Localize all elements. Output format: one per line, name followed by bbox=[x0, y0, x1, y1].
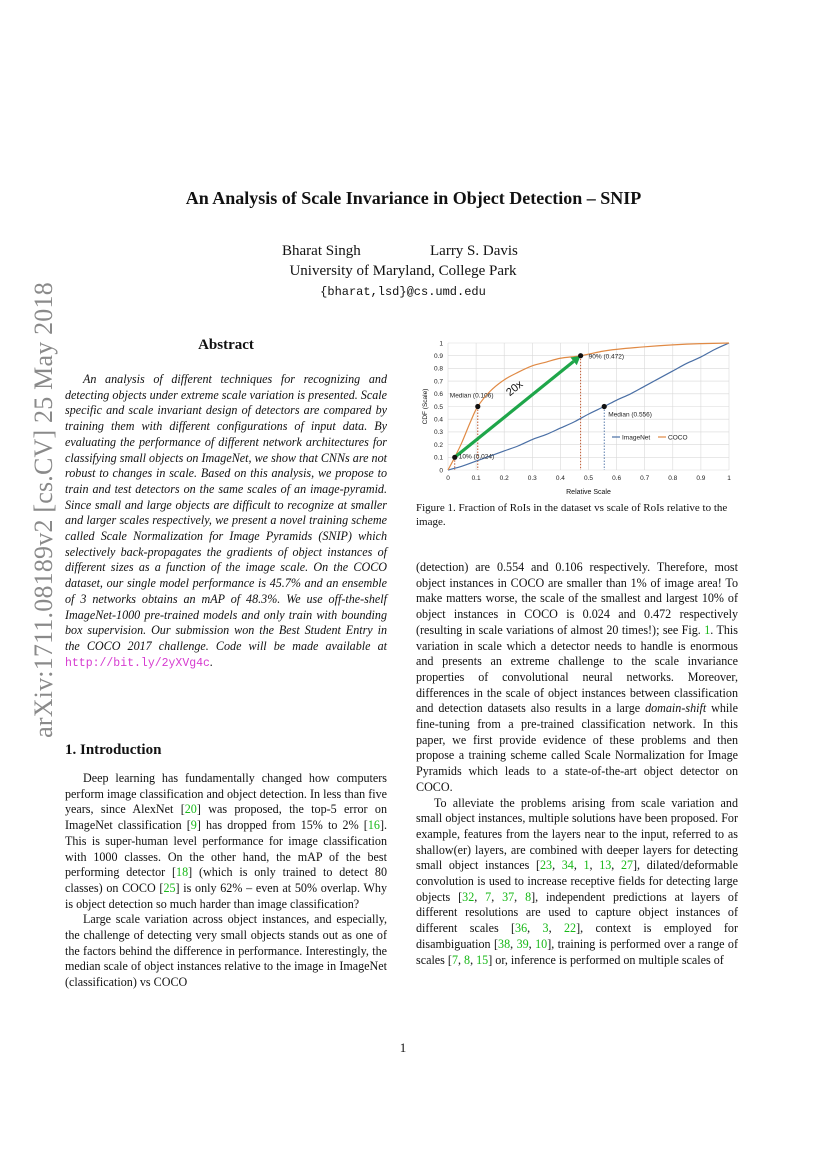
citation[interactable]: 38 bbox=[498, 936, 511, 951]
x-tick-label: 0.1 bbox=[471, 475, 481, 482]
citation[interactable]: 3 bbox=[542, 921, 549, 936]
citation[interactable]: 20 bbox=[184, 802, 197, 817]
citation[interactable]: 13 bbox=[599, 858, 612, 873]
x-tick-label: 0.5 bbox=[583, 475, 594, 482]
marker-label: Median (0.556) bbox=[608, 411, 652, 419]
y-tick-label: 0.6 bbox=[433, 391, 443, 399]
citation[interactable]: 16 bbox=[367, 818, 380, 833]
y-tick-label: 1 bbox=[439, 340, 443, 348]
legend-label: COCO bbox=[668, 434, 688, 442]
y-axis-ticks bbox=[434, 340, 443, 474]
intro-paragraph-1: Deep learning has fundamentally changed how computers perform image classification and object detection. In less than five years, since AlexNet [20] was proposed, the top-5 error on ImageNet classification [9] has dropped from 15% to 2% [16]. This is super-human level performance for image classification with 1000 classes. On the other hand, the mAP of the best performing detector [18] (which is only trained to detect 80 classes) on COCO [25] is only 62% – even at 50% overlap. Why is object detection so much harder than image classification? bbox=[65, 771, 387, 911]
y-tick-label: 0 bbox=[439, 467, 443, 475]
marker-point bbox=[602, 404, 607, 409]
x-axis-ticks bbox=[446, 475, 731, 482]
marker-point bbox=[452, 455, 457, 460]
citation[interactable]: 23 bbox=[539, 858, 553, 873]
intro-paragraph-2: Large scale variation across object instances, and especially, the challenge of detecting very small objects stands out as one of the factors behind the difference in performance. Interestingly, the median scale of object instances relative to the image in ImageNet (classification) vs COCO bbox=[65, 912, 387, 990]
figure-1-caption: Figure 1. Fraction of RoIs in the dataset vs scale of RoIs relative to the image. bbox=[416, 502, 728, 528]
y-tick-label: 0.5 bbox=[433, 403, 443, 411]
figure-1-chart bbox=[416, 336, 738, 502]
marker-label: 10% (0.024) bbox=[458, 453, 495, 461]
chart-legend bbox=[612, 434, 688, 441]
legend-label: ImageNet bbox=[622, 434, 651, 442]
x-tick-label: 0.4 bbox=[555, 475, 565, 482]
citation[interactable]: 39 bbox=[516, 936, 529, 951]
arrow-label-20x: 20x bbox=[504, 378, 526, 399]
marker-label: 90% (0.472) bbox=[588, 353, 625, 361]
author-2: Larry S. Davis bbox=[430, 243, 518, 259]
abstract-heading: Abstract bbox=[198, 337, 254, 353]
paper-title: An Analysis of Scale Invariance in Object Detection – SNIP bbox=[185, 188, 642, 208]
citation[interactable]: 7 bbox=[485, 889, 492, 904]
y-tick-label: 0.8 bbox=[433, 365, 443, 373]
citation[interactable]: 8 bbox=[525, 889, 532, 904]
y-tick-label: 0.3 bbox=[433, 429, 443, 437]
right-paragraph-2: To alleviate the problems arising from scale variation and small object instances, multiple solutions have been proposed. For example, features from the layers near to the input, referred to as shallow(er) layers, are combined with deeper layers for detecting small object instances [23, 34, 1, 13, 27], dilated/deformable convolution is used to increase receptive fields for detecting large objects [32, 7, 37, 8], independent predictions at layers of different resolutions are used to capture object instances of different scales [36, 3, 22], context is employed for disambiguation [38, 39, 10], training is performed over a range of scales [7, 8, 15] or, inference is performed on multiple scales of bbox=[416, 795, 739, 967]
marker-point bbox=[475, 404, 480, 409]
citation[interactable]: 8 bbox=[464, 952, 471, 967]
code-link[interactable]: http://bit.ly/2yXVg4c bbox=[65, 656, 210, 670]
citation[interactable]: 9 bbox=[190, 818, 197, 833]
citation[interactable]: 27 bbox=[620, 858, 634, 873]
y-axis-label: CDF (Scale) bbox=[422, 388, 429, 425]
x-tick-label: 0 bbox=[446, 475, 450, 482]
citation[interactable]: 18 bbox=[176, 865, 189, 880]
chart-grid bbox=[448, 343, 729, 470]
y-tick-label: 0.7 bbox=[433, 378, 443, 386]
x-axis-label: Relative Scale bbox=[566, 489, 611, 496]
marker-label: Median (0.106) bbox=[449, 392, 494, 400]
author-1: Bharat Singh bbox=[282, 243, 361, 259]
y-tick-label: 0.2 bbox=[433, 441, 443, 449]
arxiv-id-text: arXiv:1711.08189v2 [cs.CV] 25 May 2018 bbox=[29, 282, 58, 738]
abstract-body: An analysis of different techniques for recognizing and detecting objects under extreme scale variation is presented. Scale specific and scale invariant design of detectors are compared by training them with different configurations of input data. By evaluating the performance of different network architectures for classifying small objects on ImageNet, we show that CNNs are not robust to changes in scale. Based on this analysis, we propose to train and test detectors on the same scales of an image-pyramid. Since small and large objects are difficult to recognize at smaller and larger scales respectively, we present a novel training scheme called Scale Normalization for Image Pyramids (SNIP) which selectively back-propagates the gradients of object instances of different sizes as a function of the image scale. On the COCO dataset, our single model performance is 45.7% and an ensemble of 3 networks obtains an mAP of 48.3%. We use off-the-shelf ImageNet-1000 pre-trained models and only train with bounding box supervision. Our submission won the Best Student Entry in the COCO 2017 challenge. Code will be made available at http://bit.ly/2yXVg4c. bbox=[65, 372, 387, 670]
right-paragraph-1: (detection) are 0.554 and 0.106 respectively. Therefore, most object instances in COCO are smaller than 1% of image area! To make matters worse, the scale of the smallest and largest 10% of object instances in COCO is 0.024 and 0.472 respectively (resulting in scale variations of almost 20 times!); see Fig. 1. This variation in scale which a detector needs to handle is enormous and presents an extreme challenge to the scale invariance properties of convolutional neural networks. Moreover, differences in the scale of object instances between classification and detection datasets also results in a large domain-shift while fine-tuning from a pre-trained classification network. In this paper, we first provide evidence of these problems and then propose a training scheme called Scale Normalization for Image Pyramids which leads to a state-of-the-art object detector on COCO. bbox=[416, 560, 738, 794]
x-tick-label: 0.3 bbox=[527, 475, 537, 482]
affiliation: University of Maryland, College Park bbox=[289, 263, 517, 279]
arrow-shaft bbox=[455, 361, 574, 457]
author-emails: {bharat,lsd}@cs.umd.edu bbox=[320, 285, 486, 299]
y-tick-label: 0.9 bbox=[433, 353, 443, 360]
figure-reference[interactable]: 1 bbox=[704, 622, 711, 637]
y-tick-label: 0.1 bbox=[433, 454, 443, 462]
x-tick-label: 0.6 bbox=[612, 475, 622, 482]
right-column-body bbox=[416, 560, 738, 968]
intro-heading: 1. Introduction bbox=[65, 742, 162, 758]
citation[interactable]: 1 bbox=[583, 858, 590, 873]
citation[interactable]: 32 bbox=[462, 889, 475, 904]
citation[interactable]: 15 bbox=[476, 952, 489, 967]
citation[interactable]: 36 bbox=[515, 921, 528, 936]
y-tick-label: 0.4 bbox=[433, 416, 443, 424]
marker-point bbox=[578, 353, 583, 358]
citation[interactable]: 25 bbox=[163, 880, 176, 895]
citation[interactable]: 7 bbox=[451, 952, 458, 967]
x-tick-label: 0.9 bbox=[696, 475, 706, 482]
arxiv-sidebar-stamp bbox=[27, 282, 61, 738]
citation[interactable]: 37 bbox=[502, 889, 515, 904]
x-tick-label: 0.7 bbox=[640, 475, 650, 482]
left-column-body bbox=[65, 771, 387, 991]
citation[interactable]: 22 bbox=[563, 921, 577, 936]
citation[interactable]: 34 bbox=[561, 858, 574, 873]
x-tick-label: 0.2 bbox=[499, 475, 509, 482]
page-number: 1 bbox=[399, 1040, 407, 1055]
citation[interactable]: 10 bbox=[535, 936, 548, 951]
x-tick-label: 1 bbox=[727, 475, 731, 482]
x-tick-label: 0.8 bbox=[668, 475, 678, 482]
